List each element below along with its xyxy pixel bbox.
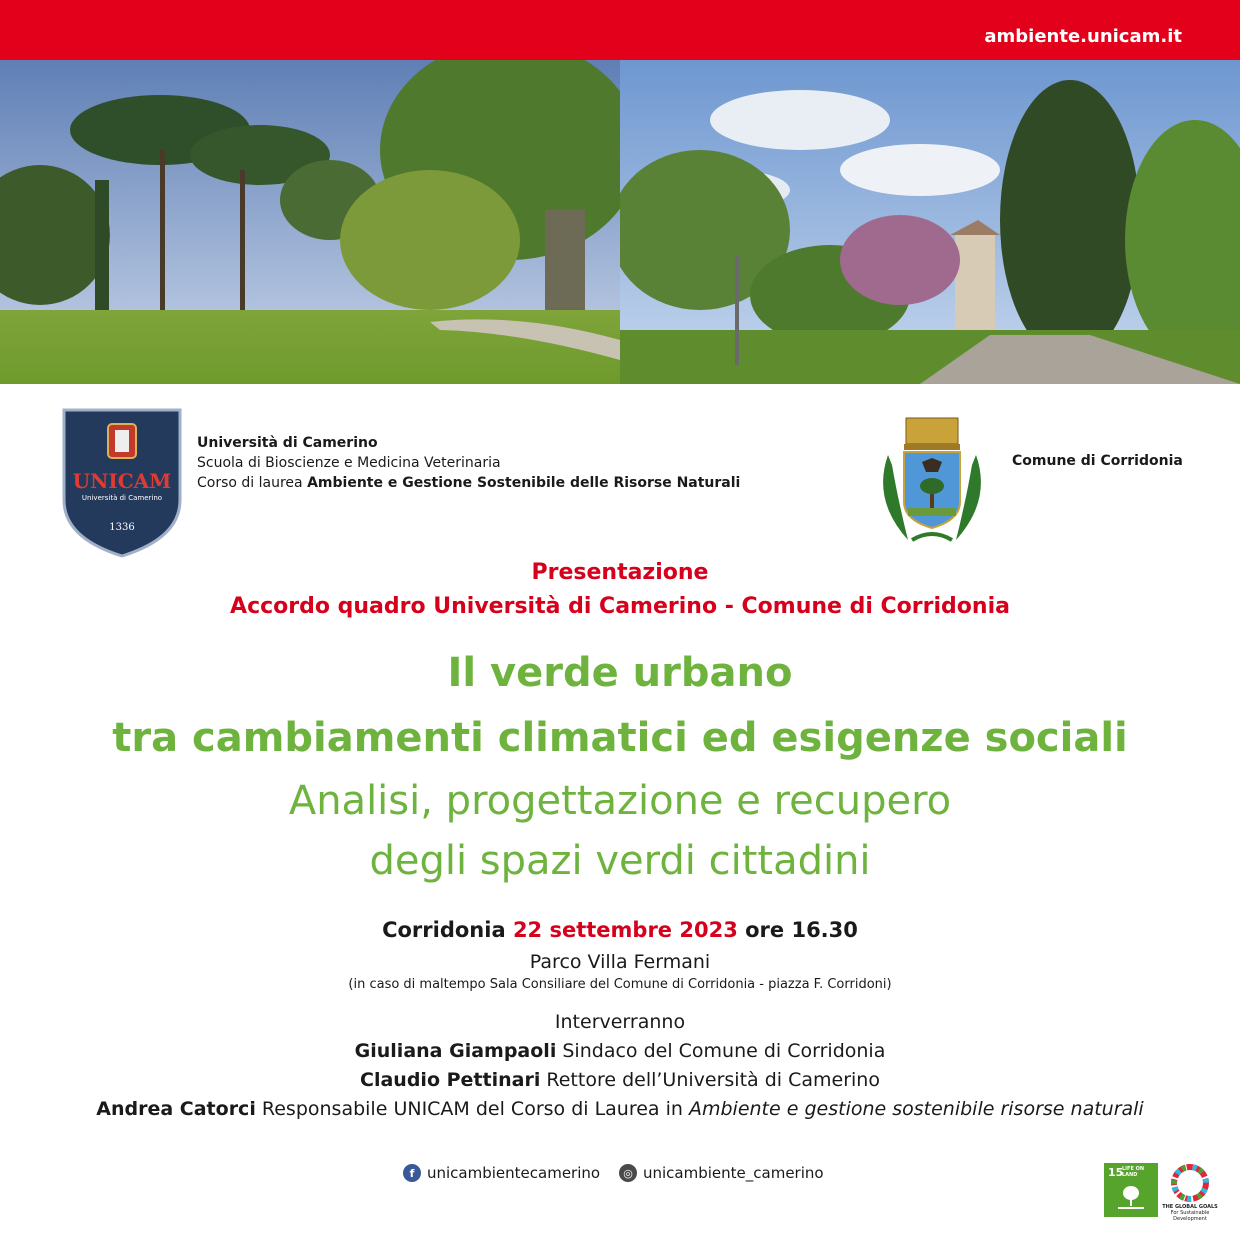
website-url[interactable]: ambiente.unicam.it <box>984 26 1182 47</box>
presentation-label: Presentazione <box>531 560 709 585</box>
instagram-handle: unicambiente_camerino <box>643 1164 824 1182</box>
event-subtitle-line2: degli spazi verdi cittadini <box>369 838 871 884</box>
event-subtitle-line1: Analisi, progettazione e recupero <box>288 778 952 824</box>
event-date-line <box>0 918 1240 942</box>
speaker-row <box>0 1098 1240 1120</box>
event-title-line2: tra cambiamenti climatici ed esigenze sociali <box>112 715 1128 761</box>
university-info <box>197 433 740 493</box>
event-venue-note: (in caso di maltempo Sala Consiliare del Comune di Corridonia - piazza F. Corridoni) <box>348 977 892 992</box>
speaker-row <box>0 1040 1240 1062</box>
school-name: Scuola di Bioscienze e Medicina Veterinaria <box>197 455 501 471</box>
corridonia-crest-icon <box>868 410 996 555</box>
speaker-row <box>0 1069 1240 1091</box>
speaker-role: Responsabile UNICAM del Corso di Laurea in <box>261 1098 689 1120</box>
unicam-shield-year: 1336 <box>109 522 135 533</box>
facebook-icon: f <box>403 1164 421 1182</box>
event-time: ore 16.30 <box>745 918 858 942</box>
global-goals-logo: THE GLOBAL GOALS For Sustainable Development <box>1160 1164 1220 1218</box>
event-title-line1: Il verde urbano <box>447 650 793 696</box>
instagram-link[interactable] <box>619 1164 824 1182</box>
event-date: 22 settembre 2023 <box>512 918 738 942</box>
header-photos <box>0 60 1240 384</box>
park-photo-left <box>0 60 620 384</box>
unicam-shield-subtitle: Università di Camerino <box>81 494 163 502</box>
facebook-handle: unicambientecamerino <box>427 1164 601 1182</box>
instagram-icon: ◎ <box>619 1164 637 1182</box>
top-bar <box>0 0 1240 60</box>
agreement-title: Accordo quadro Università di Camerino - Comune di Corridonia <box>230 594 1010 619</box>
speaker-role-course: Ambiente e gestione sostenibile risorse naturali <box>688 1098 1144 1120</box>
speaker-role: Rettore dell’Università di Camerino <box>546 1069 880 1091</box>
unicam-logo <box>62 408 182 558</box>
speaker-role: Sindaco del Comune di Corridonia <box>562 1040 886 1062</box>
municipality-name: Comune di Corridonia <box>1012 453 1183 469</box>
university-name: Università di Camerino <box>197 435 378 451</box>
speakers-heading: Interverranno <box>554 1011 686 1033</box>
speaker-name: Andrea Catorci <box>96 1098 256 1120</box>
sdg-15-icon: 15 LIFE ON LAND <box>1104 1163 1158 1217</box>
event-venue: Parco Villa Fermani <box>529 951 711 973</box>
facebook-link[interactable] <box>403 1164 600 1182</box>
event-city: Corridonia <box>382 918 506 942</box>
speaker-name: Claudio Pettinari <box>360 1069 541 1091</box>
speaker-name: Giuliana Giampaoli <box>354 1040 557 1062</box>
degree-course: Corso di laurea Ambiente e Gestione Sostenibile delle Risorse Naturali <box>197 475 741 491</box>
park-photo-right <box>620 60 1240 384</box>
unicam-shield-text: UNICAM <box>72 469 172 493</box>
